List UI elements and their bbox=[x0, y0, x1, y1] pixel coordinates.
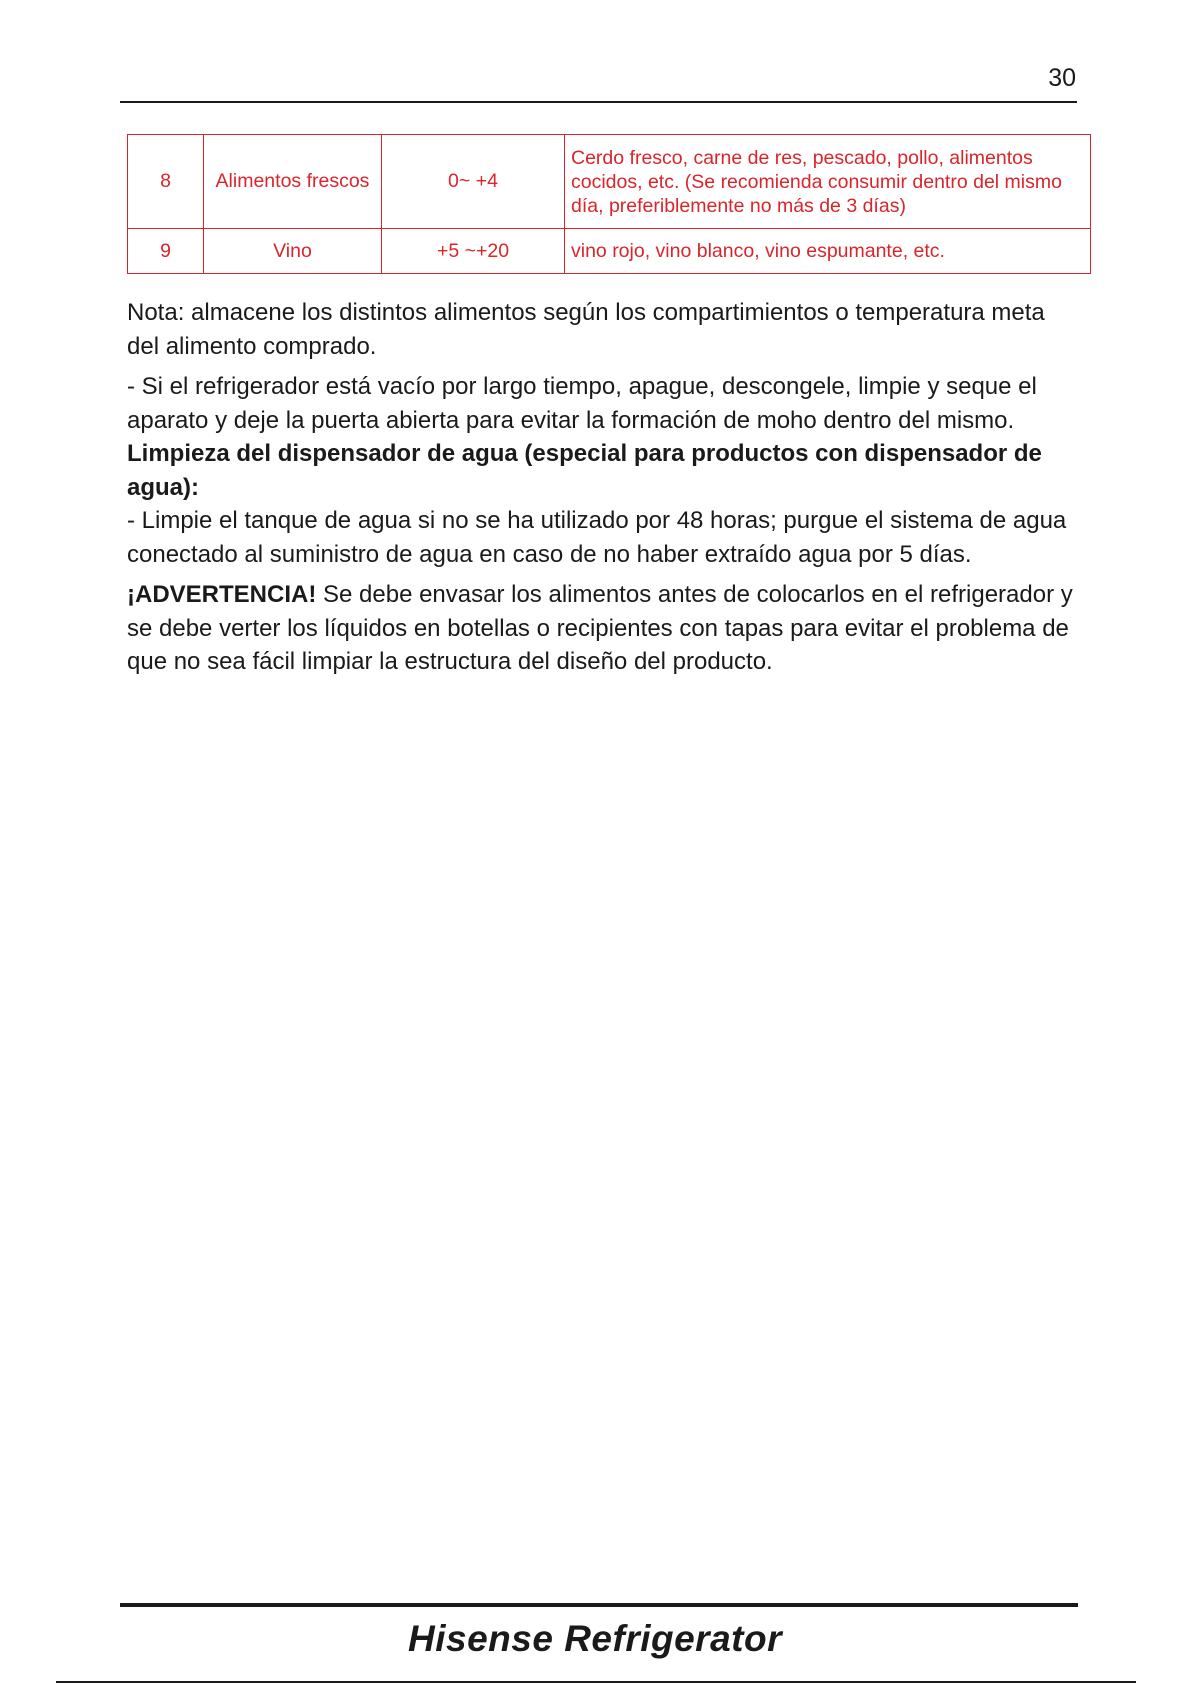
food-examples: Cerdo fresco, carne de res, pescado, pollo, alimentos cocidos, etc. (Se recomienda consumir dentro del mismo día, preferiblemente no más de 3 días) bbox=[565, 135, 1091, 229]
temperature-range: 0~ +4 bbox=[382, 135, 565, 229]
table-row bbox=[128, 135, 1091, 229]
row-number: 9 bbox=[128, 229, 204, 274]
page-number: 30 bbox=[1048, 64, 1076, 92]
warning-label: ¡ADVERTENCIA! bbox=[127, 581, 317, 608]
storage-note: Nota: almacene los distintos alimentos según los compartimientos o temperatura meta del alimento comprado. bbox=[127, 299, 1045, 360]
table-row bbox=[128, 229, 1091, 274]
row-number: 8 bbox=[128, 135, 204, 229]
storage-table bbox=[127, 134, 1091, 274]
bottom-rule bbox=[56, 1681, 1136, 1683]
empty-fridge-paragraph: - Si el refrigerador está vacío por largo tiempo, apague, descongele, limpie y seque el aparato y deje la puerta abierta para evitar la formación de moho dentro del mismo. bbox=[127, 373, 1037, 434]
body-content bbox=[127, 296, 1082, 679]
brand-logo: Hisense Refrigerator bbox=[408, 1618, 782, 1659]
warning-text: Se debe envasar los alimentos antes de colocarlos en el refrigerador y se debe verter los líquidos en botellas o recipientes con tapas para evitar el problema de que no sea fácil limpiar la estructura del diseño del producto. bbox=[127, 581, 1073, 675]
warning-paragraph bbox=[127, 578, 1082, 679]
food-category: Vino bbox=[204, 229, 382, 274]
footer-rule bbox=[120, 1603, 1078, 1607]
temperature-range: +5 ~+20 bbox=[382, 229, 565, 274]
food-category: Alimentos frescos bbox=[204, 135, 382, 229]
food-examples: vino rojo, vino blanco, vino espumante, etc. bbox=[565, 229, 1091, 274]
dispenser-heading bbox=[127, 437, 1082, 504]
header-rule bbox=[120, 101, 1077, 103]
dispenser-paragraph: - Limpie el tanque de agua si no se ha utilizado por 48 horas; purgue el sistema de agua conectado al suministro de agua en caso de no haber extraído agua por 5 días. bbox=[127, 507, 1067, 568]
dispenser-heading-text: Limpieza del dispensador de agua (especial para productos con dispensador de agua): bbox=[127, 440, 1042, 501]
